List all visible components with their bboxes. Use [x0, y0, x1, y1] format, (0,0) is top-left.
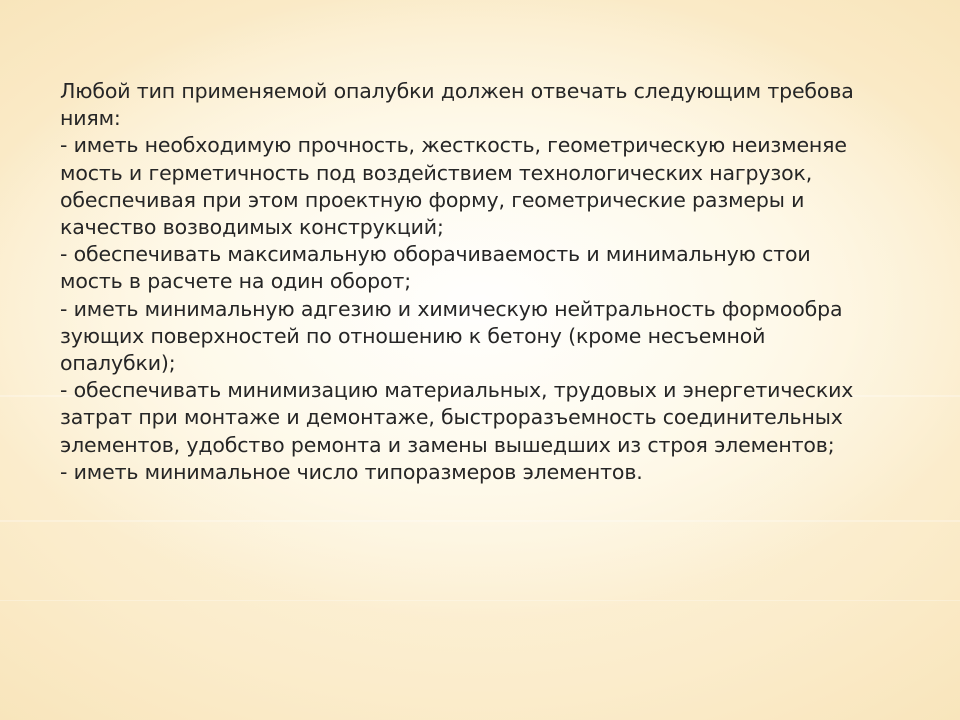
text-line: - иметь минимальное число типоразмеров элементов.	[60, 459, 643, 484]
text-line: мость в расчете на один оборот;	[60, 269, 411, 294]
background-stripe	[0, 600, 960, 601]
text-line: - иметь необходимую прочность, жесткость, геометрическую неизменяе	[60, 133, 847, 158]
text-line: затрат при монтаже и демонтаже, быстроразъемность соединительных	[60, 405, 843, 430]
text-line: опалубки);	[60, 351, 176, 376]
text-line: ниям:	[60, 106, 121, 131]
text-line: качество возводимых конструкций;	[60, 215, 444, 240]
text-line: - иметь минимальную адгезию и химическую нейтральность формообра	[60, 296, 843, 321]
background-stripe	[0, 520, 960, 522]
text-line: зующих поверхностей по отношению к бетону (кроме несъемной	[60, 323, 766, 348]
text-line: - обеспечивать максимальную оборачиваемость и минимальную стои	[60, 242, 811, 267]
text-line: мость и герметичность под воздействием технологических нагрузок,	[60, 160, 813, 185]
text-line: элементов, удобство ремонта и замены вышедших из строя элементов;	[60, 432, 835, 457]
slide-content	[60, 78, 910, 486]
text-line: обеспечивая при этом проектную форму, геометрические размеры и	[60, 187, 805, 212]
requirements-text	[60, 78, 910, 486]
text-line: - обеспечивать минимизацию материальных, трудовых и энергетических	[60, 378, 854, 403]
text-line: Любой тип применяемой опалубки должен отвечать следующим требова	[60, 79, 854, 103]
